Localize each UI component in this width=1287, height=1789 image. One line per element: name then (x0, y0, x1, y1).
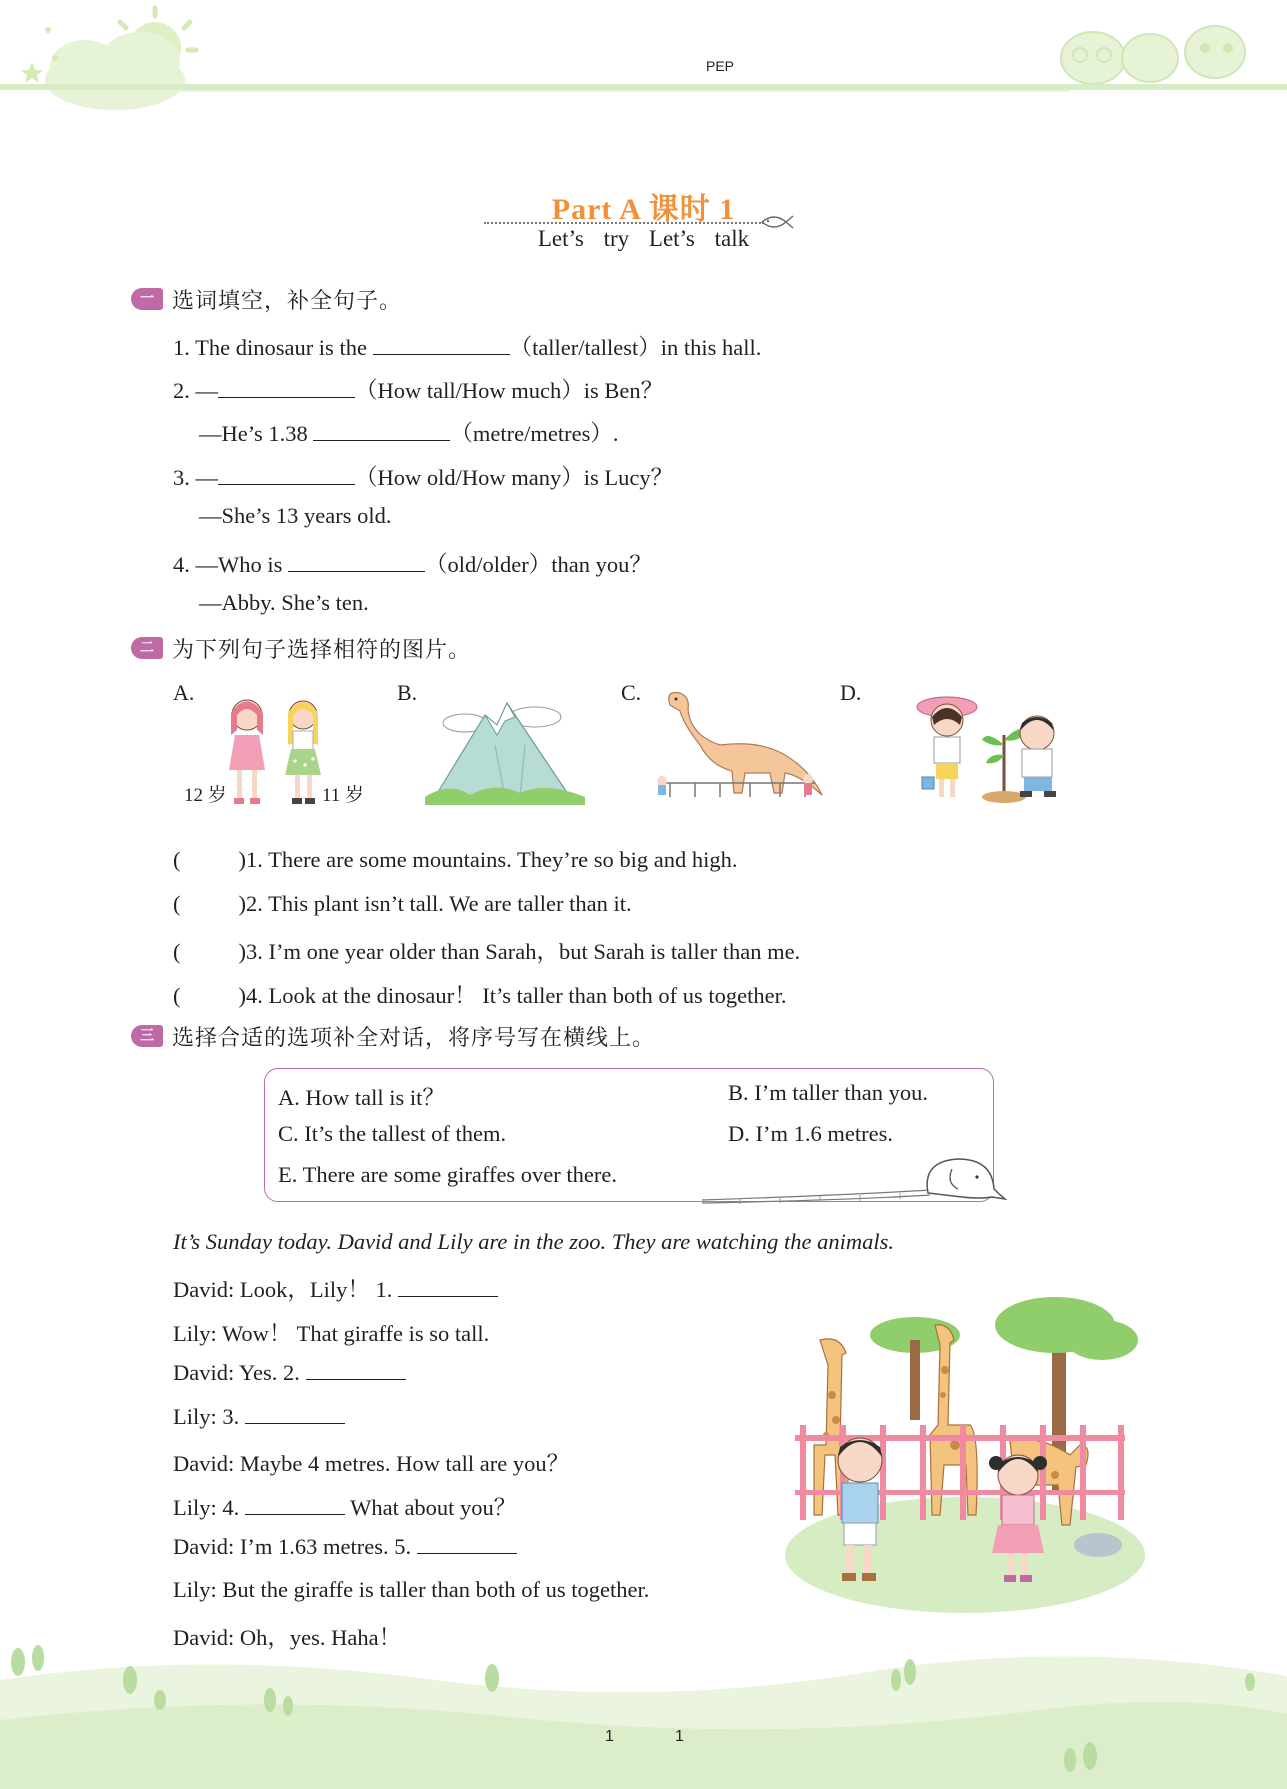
page-number-right: 1 (675, 1728, 684, 1745)
section-badge: 二 (131, 637, 163, 659)
match-item: ( )2. This plant isn’t tall. We are taller than it. (173, 891, 632, 916)
page-subtitle: Let’s try Let’s talk (537, 226, 750, 251)
answer-blank[interactable] (218, 377, 355, 398)
dialogue-line: Lily: Wow！ That giraffe is so tall. (173, 1321, 490, 1346)
dialogue-line: Lily: But the giraffe is taller than both of us together. (173, 1577, 650, 1602)
dialogue-line: Lily: 3. (173, 1403, 345, 1430)
page-number-left: 1 (605, 1728, 614, 1745)
section-badge: 三 (131, 1025, 163, 1047)
answer-blank[interactable] (313, 420, 450, 441)
children-planting-illustration (912, 685, 1077, 810)
title-rule (484, 222, 764, 224)
question-line: 3. — （How old/How many）is Lucy？ (173, 465, 674, 490)
answer-blank[interactable] (245, 1403, 345, 1424)
zoo-giraffes-illustration (780, 1295, 1145, 1615)
elephant-icon (700, 1155, 1010, 1210)
header-rule-thin (170, 90, 1070, 92)
question-line: —Abby. She’s ten. (199, 590, 369, 615)
option-c: C. It’s the tallest of them. (278, 1121, 507, 1146)
picture-label: B. (397, 680, 418, 705)
question-line: —He’s 1.38 （metre/metres）. (199, 421, 619, 446)
option-e: E. There are some giraffes over there. (278, 1162, 618, 1187)
two-girls-illustration (215, 685, 335, 810)
footer-hills-decoration (0, 1640, 1287, 1789)
question-line: 1. The dinosaur is the （taller/tallest）in this hall. (173, 335, 762, 360)
answer-blank[interactable] (306, 1359, 406, 1380)
age-label: 12 岁 (184, 785, 227, 806)
answer-blank[interactable] (398, 1276, 498, 1297)
picture-label: C. (621, 680, 642, 705)
age-label: 11 岁 (322, 785, 365, 806)
option-a: A. How tall is it？ (278, 1085, 445, 1110)
answer-blank[interactable] (218, 464, 355, 485)
dialogue-line: Lily: 4. What about you？ (173, 1495, 517, 1520)
picture-label: D. (840, 680, 862, 705)
question-line: —She’s 13 years old. (199, 503, 392, 528)
cloud-icon (45, 32, 185, 110)
answer-blank[interactable] (373, 334, 510, 355)
header-tag: PEP (705, 58, 734, 74)
dialogue-line: David: Maybe 4 metres. How tall are you？ (173, 1451, 570, 1476)
question-line: 2. — （How tall/How much）is Ben？ (173, 378, 664, 403)
dialogue-line: David: Look，Lily！ 1. (173, 1272, 498, 1304)
section-heading: 选词填空，补全句子。 (172, 289, 403, 314)
answer-blank[interactable] (288, 551, 425, 572)
option-b: B. I’m taller than you. (728, 1080, 928, 1105)
dialogue-intro: It’s Sunday today. David and Lily are in the zoo. They are watching the animals. (173, 1229, 894, 1254)
dinosaur-illustration (650, 685, 825, 805)
dialogue-line: David: Yes. 2. (173, 1359, 406, 1386)
section-heading: 为下列句子选择相符的图片。 (172, 638, 472, 663)
match-item: ( )3. I’m one year older than Sarah，but Sarah is taller than me. (173, 939, 801, 964)
header-decoration (0, 0, 1287, 120)
page-title: Part A 课时 1 (551, 193, 736, 226)
dialogue-line: David: I’m 1.63 metres. 5. (173, 1533, 517, 1560)
question-line: 4. —Who is （old/older）than you？ (173, 552, 652, 577)
mountain-illustration (425, 685, 585, 805)
cartoon-animals-icon (1061, 26, 1245, 84)
answer-blank[interactable] (417, 1533, 517, 1554)
match-item: ( )4. Look at the dinosaur！ It’s taller than both of us together. (173, 983, 787, 1008)
match-item: ( )1. There are some mountains. They’re so big and high. (173, 847, 738, 872)
section-badge: 一 (131, 288, 163, 310)
section-heading: 选择合适的选项补全对话，将序号写在横线上。 (172, 1026, 656, 1051)
answer-blank[interactable] (245, 1494, 345, 1515)
dialogue-line: David: Oh，yes. Haha！ (173, 1625, 402, 1650)
option-d: D. I’m 1.6 metres. (728, 1121, 893, 1146)
picture-label: A. (173, 680, 195, 705)
